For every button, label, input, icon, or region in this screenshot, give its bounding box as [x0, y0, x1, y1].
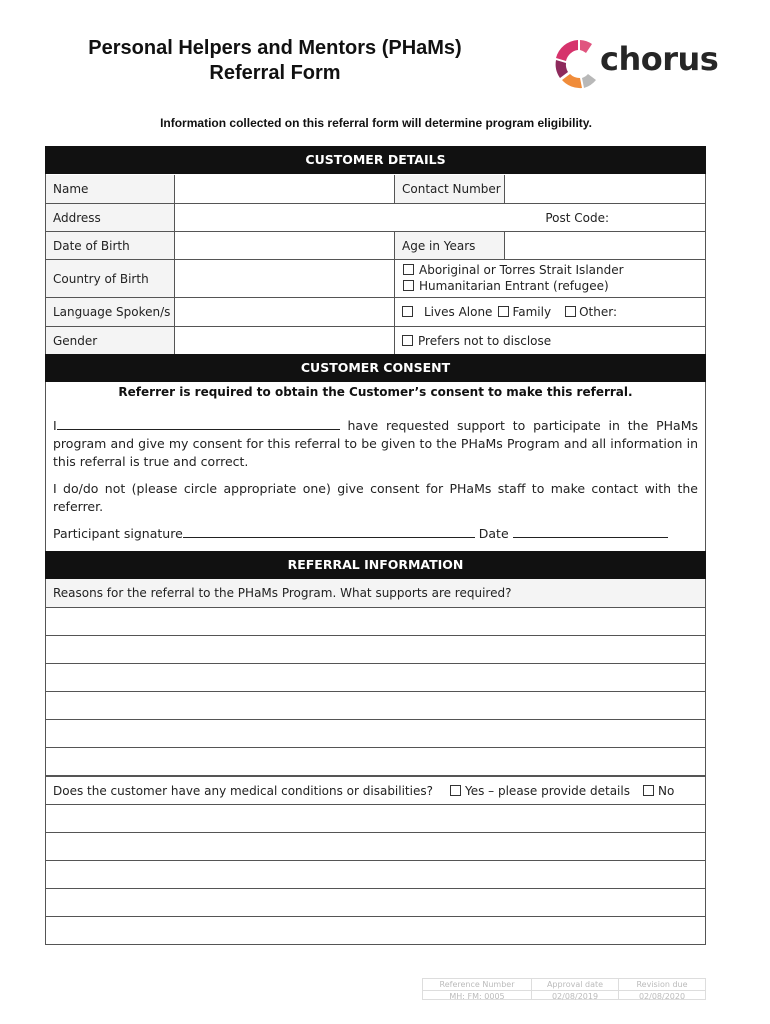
reasons-question: Reasons for the referral to the PHaMs Program. What supports are required?: [46, 579, 705, 607]
medical-details-line[interactable]: [46, 861, 705, 888]
reference-number-cell: [423, 979, 532, 999]
form-title-line2: Referral Form: [209, 62, 341, 84]
address-field[interactable]: [174, 204, 705, 231]
date-field[interactable]: [513, 524, 668, 538]
checkbox-icon: [450, 785, 461, 796]
dob-label: Date of Birth: [46, 232, 174, 259]
country-field[interactable]: [174, 260, 394, 297]
checkbox-icon: [565, 306, 576, 317]
checkbox-icon: [643, 785, 654, 796]
medical-yes-label: Yes – please provide details: [464, 783, 630, 798]
referral-info-heading: REFERRAL INFORMATION: [45, 551, 706, 579]
reference-number-header: Reference Number: [439, 980, 515, 989]
customer-name-line[interactable]: [57, 416, 340, 430]
medical-details-line[interactable]: [46, 917, 705, 944]
customer-consent-heading: CUSTOMER CONSENT: [45, 354, 706, 382]
country-label: Country of Birth: [46, 260, 174, 297]
reasons-line[interactable]: [46, 608, 705, 635]
prefers-not-label: Prefers not to disclose: [418, 333, 552, 348]
chorus-logo-text: chorus: [600, 40, 719, 78]
medical-yes-checkbox[interactable]: [450, 784, 630, 798]
medical-question: Does the customer have any medical conditions or disabilities?: [53, 783, 433, 798]
medical-details-line[interactable]: [46, 805, 705, 832]
gender-label: Gender: [46, 327, 174, 354]
age-field[interactable]: [504, 232, 705, 259]
revision-due-cell: [619, 979, 705, 999]
lives-alone-checkbox[interactable]: [402, 305, 492, 319]
consent-para1-text: have requested support to participate in the PHaMs program and give my consent for this referral to be given to the PHaMs Program and all information in this referral is true and correct.: [53, 418, 698, 469]
status-options: [394, 260, 705, 297]
approval-date-header: Approval date: [546, 980, 604, 989]
consent-notice: Referrer is required to obtain the Customer’s consent to make this referral.: [118, 385, 633, 399]
signature-line-row: [53, 524, 698, 543]
consent-i: I: [53, 418, 57, 433]
living-options: [394, 298, 705, 326]
medical-question-row: [46, 776, 705, 804]
contact-number-label: Contact Number: [394, 175, 504, 203]
approval-date-value: 02/08/2019: [532, 990, 618, 1002]
language-label: Language Spoken/s: [46, 298, 174, 326]
approval-date-cell: [532, 979, 619, 999]
family-label: Family: [512, 305, 552, 319]
medical-details-line[interactable]: [46, 833, 705, 860]
address-label: Address: [46, 204, 174, 231]
consent-paragraph-2: I do/do not (please circle appropriate one) give consent for PHaMs staff to make contact with the referrer.: [53, 481, 698, 514]
reasons-line[interactable]: [46, 636, 705, 663]
checkbox-icon: [498, 306, 509, 317]
other-label: Other:: [579, 305, 617, 319]
age-label: Age in Years: [394, 232, 504, 259]
customer-details-heading: CUSTOMER DETAILS: [45, 146, 706, 174]
prefers-not-checkbox[interactable]: [394, 327, 705, 354]
checkbox-icon: [402, 335, 413, 346]
language-field[interactable]: [174, 298, 394, 326]
gender-field[interactable]: [174, 327, 394, 354]
reasons-line[interactable]: [46, 720, 705, 747]
form-title-line1: Personal Helpers and Mentors (PHaMs): [88, 37, 462, 59]
reasons-line[interactable]: [46, 692, 705, 719]
humanitarian-checkbox[interactable]: [403, 279, 705, 293]
signature-field[interactable]: [183, 524, 475, 538]
family-checkbox[interactable]: [498, 305, 551, 319]
document-control-table: [422, 978, 706, 1000]
humanitarian-label: Humanitarian Entrant (refugee): [419, 279, 609, 293]
medical-no-label: No: [657, 783, 675, 798]
medical-no-checkbox[interactable]: [643, 784, 674, 798]
consent-paragraph-1: [53, 416, 698, 471]
eligibility-note: Information collected on this referral form will determine program eligibility.: [160, 116, 592, 130]
reasons-line[interactable]: [46, 748, 705, 775]
signature-label: Participant signature: [53, 526, 183, 541]
lives-alone-label: Lives Alone: [424, 305, 493, 319]
dob-field[interactable]: [174, 232, 394, 259]
checkbox-icon: [403, 264, 414, 275]
revision-due-header: Revision due: [636, 980, 688, 989]
postcode-label: Post Code:: [545, 210, 609, 225]
medical-details-line[interactable]: [46, 889, 705, 916]
checkbox-icon: [403, 280, 414, 291]
name-label: Name: [46, 175, 174, 203]
reasons-line[interactable]: [46, 664, 705, 691]
aboriginal-label: Aboriginal or Torres Strait Islander: [419, 263, 624, 277]
revision-due-value: 02/08/2020: [619, 990, 705, 1002]
name-field[interactable]: [174, 175, 394, 203]
chorus-logo-icon: [552, 36, 602, 92]
contact-number-field[interactable]: [504, 175, 705, 203]
chorus-logo: [552, 34, 719, 94]
aboriginal-checkbox[interactable]: [403, 263, 705, 277]
reference-number-value: MH: FM: 0005: [423, 990, 531, 1002]
other-checkbox[interactable]: [565, 305, 617, 319]
date-label: Date: [478, 526, 509, 541]
checkbox-icon: [402, 306, 413, 317]
